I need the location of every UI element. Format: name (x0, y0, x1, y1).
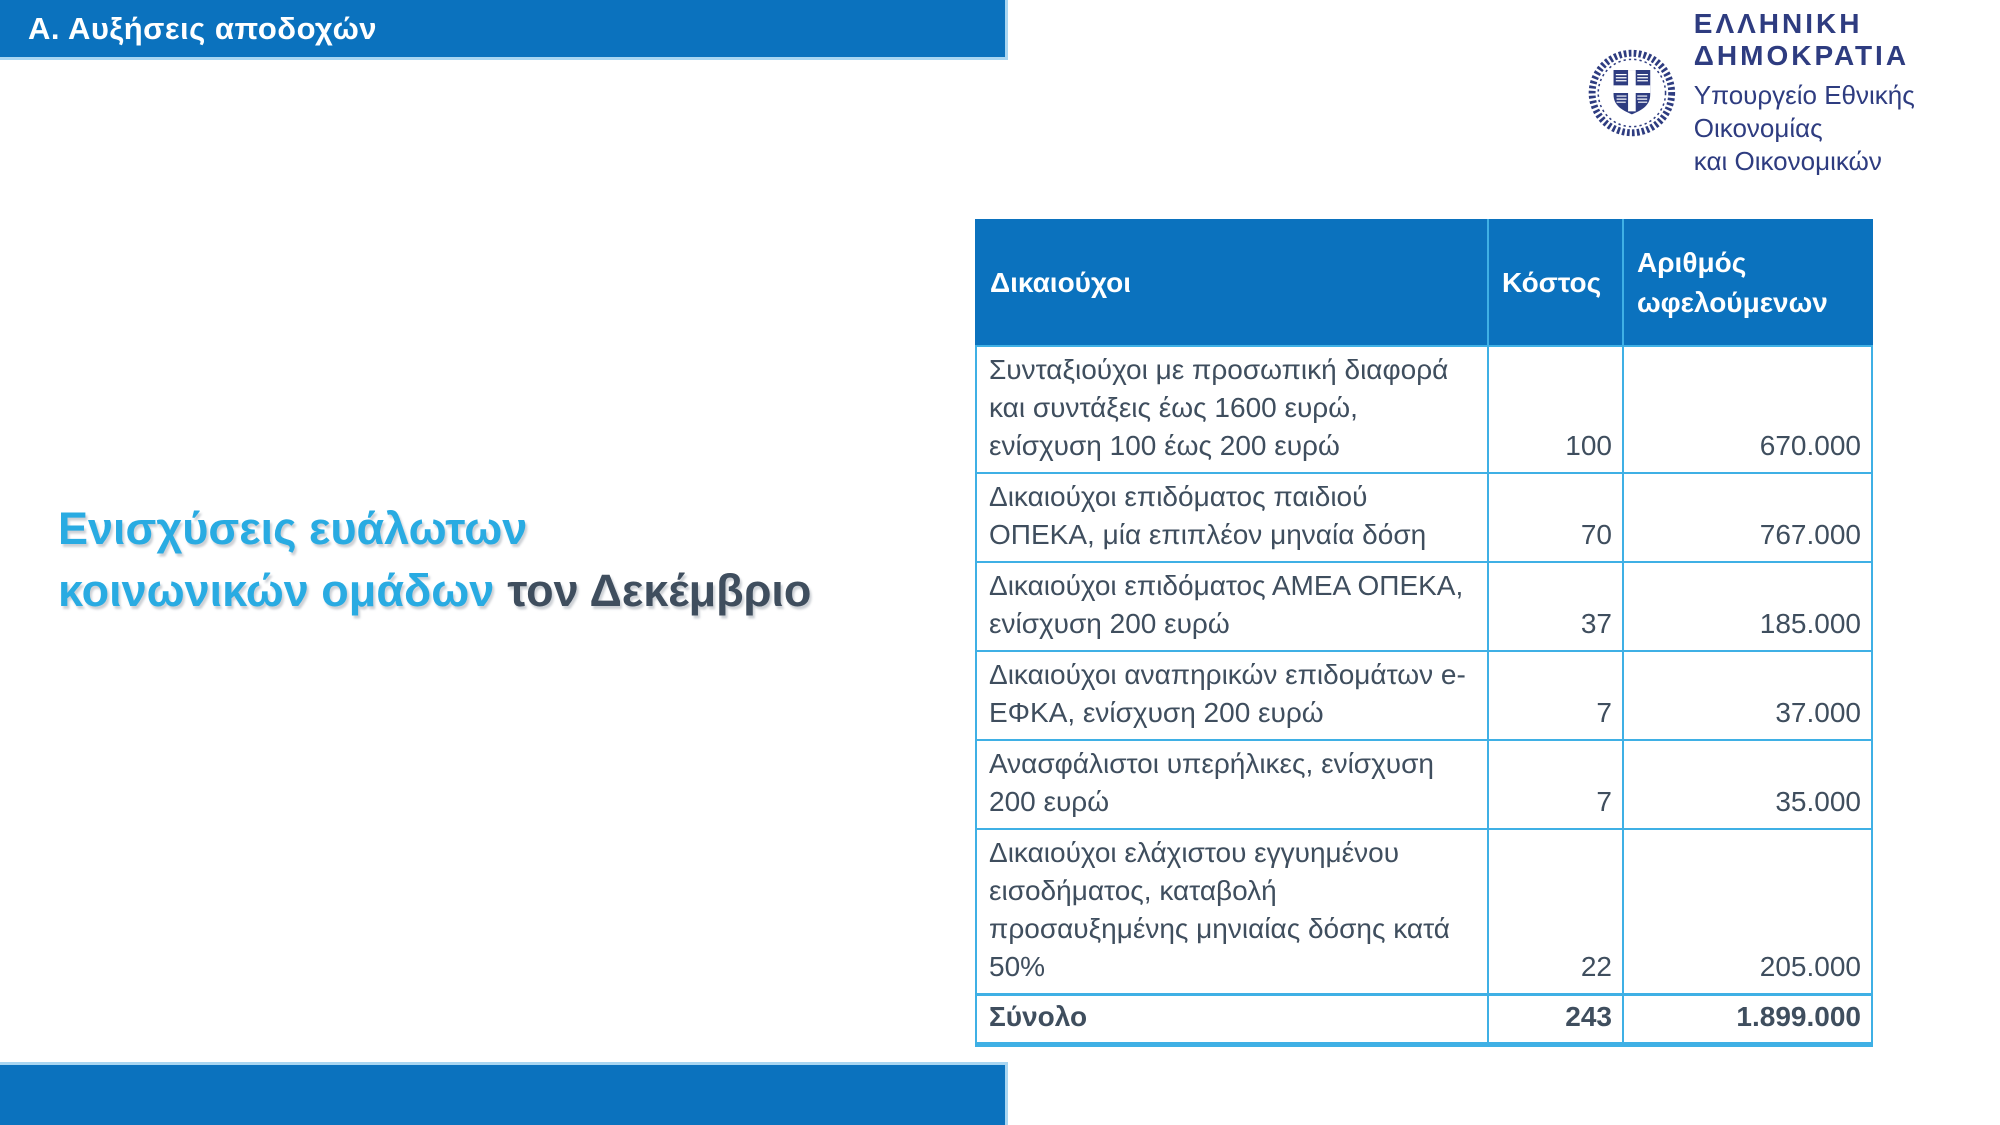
table-row (976, 346, 1872, 473)
row-label: Δικαιούχοι επιδόματος ΑΜΕΑ ΟΠΕΚΑ, ενίσχυση 200 ευρώ (976, 562, 1488, 651)
total-beneficiaries: 1.899.000 (1623, 995, 1872, 1045)
table-total-row (976, 995, 1872, 1045)
row-label: Δικαιούχοι αναπηρικών επιδομάτων e-ΕΦΚΑ, ενίσχυση 200 ευρώ (976, 651, 1488, 740)
government-text-block (1694, 8, 2000, 178)
table-row (976, 740, 1872, 829)
table-header-row (976, 220, 1872, 346)
total-cost: 243 (1488, 995, 1623, 1045)
government-branding (1586, 8, 2000, 178)
table-row (976, 562, 1872, 651)
section-title: Α. Αυξήσεις αποδοχών (28, 10, 378, 46)
slide-title-highlight-line2: κοινωνικών ομάδων (58, 565, 495, 616)
row-label: Ανασφάλιστοι υπερήλικες, ενίσχυση 200 ευρώ (976, 740, 1488, 829)
row-cost: 100 (1488, 346, 1623, 473)
ministry-name-line1: Υπουργείο Εθνικής Οικονομίας (1693, 80, 1915, 143)
row-beneficiaries: 767.000 (1623, 473, 1872, 562)
government-name: ΕΛΛΗΝΙΚΗ ΔΗΜΟΚΡΑΤΙΑ (1693, 8, 1910, 71)
benefits-table (975, 219, 1873, 1047)
row-label: Δικαιούχοι ελάχιστου εγγυημένου εισοδήματος, καταβολή προσαυξημένης μηνιαίας δόσης κατά 50% (976, 829, 1488, 995)
row-label: Συνταξιούχοι με προσωπική διαφορά και συντάξεις έως 1600 ευρώ, ενίσχυση 100 έως 200 ευρώ (976, 346, 1488, 473)
row-cost: 22 (1488, 829, 1623, 995)
row-cost: 7 (1488, 651, 1623, 740)
ministry-name-line2: και Οικονομικών (1693, 146, 1882, 176)
column-header-beneficiary-count: Αριθμός ωφελούμενων (1623, 220, 1872, 346)
row-cost: 70 (1488, 473, 1623, 562)
row-cost: 37 (1488, 562, 1623, 651)
table-row (976, 473, 1872, 562)
column-header-beneficiaries: Δικαιούχοι (976, 220, 1488, 346)
row-beneficiaries: 185.000 (1623, 562, 1872, 651)
table-row (976, 651, 1872, 740)
slide-title-highlight-line1: Ενισχύσεις ευάλωτων (58, 503, 528, 554)
table-row (976, 829, 1872, 995)
slide-title-rest: τον Δεκέμβριο (507, 565, 812, 616)
row-beneficiaries: 35.000 (1623, 740, 1872, 829)
row-beneficiaries: 670.000 (1623, 346, 1872, 473)
row-label: Δικαιούχοι επιδόματος παιδιού ΟΠΕΚΑ, μία επιπλέον μηναία δόση (976, 473, 1488, 562)
slide-title (58, 498, 811, 622)
bottom-accent-bar (0, 1062, 1008, 1125)
row-cost: 7 (1488, 740, 1623, 829)
greek-coat-of-arms-icon (1586, 34, 1678, 152)
column-header-cost: Κόστος (1488, 220, 1623, 346)
total-label: Σύνολο (976, 995, 1488, 1045)
section-header-bar (0, 0, 1008, 60)
row-beneficiaries: 37.000 (1623, 651, 1872, 740)
row-beneficiaries: 205.000 (1623, 829, 1872, 995)
